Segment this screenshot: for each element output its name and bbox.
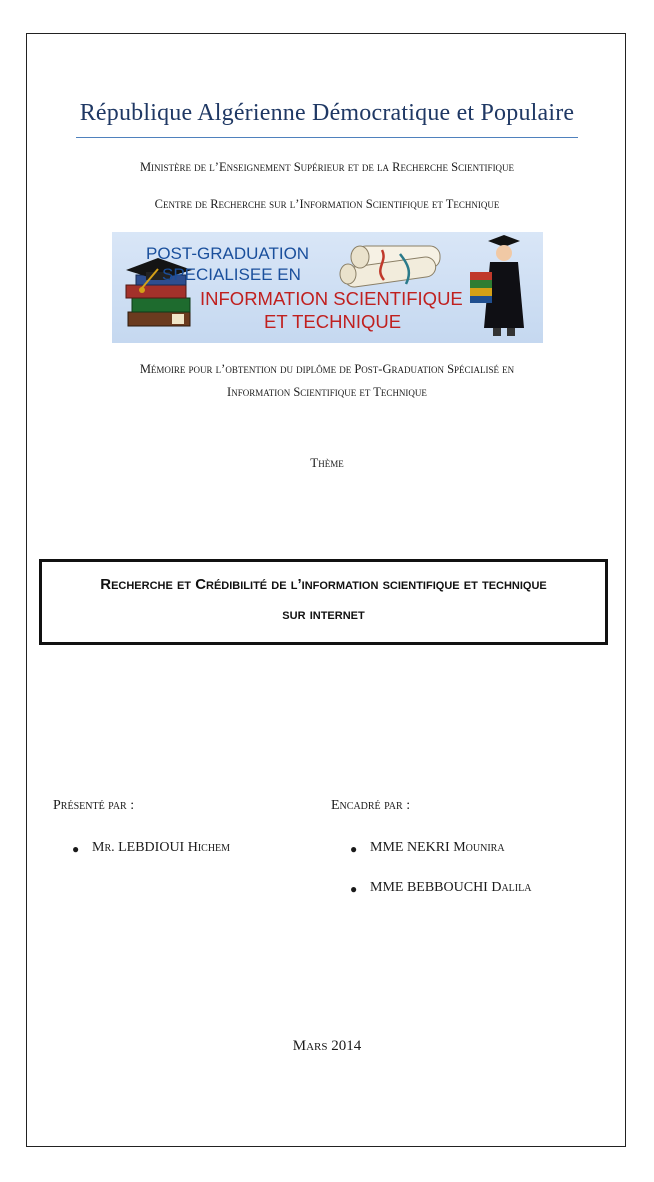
banner-line-4: ET TECHNIQUE — [264, 311, 402, 332]
theme-label: Thème — [310, 455, 344, 470]
bullet-icon: ● — [350, 842, 358, 856]
research-center-line: Centre de Recherche sur l’Information Scientifique et Technique — [154, 197, 500, 211]
bullet-icon: ● — [72, 842, 80, 856]
bullet-icon: ● — [350, 882, 358, 896]
supervisor-name-1: MME NEKRI Mounira — [370, 840, 505, 855]
date-line: Mars 2014 — [292, 1038, 362, 1054]
banner-line-1: POST-GRADUATION — [146, 244, 310, 263]
supervisor-name-2: MME BEBBOUCHI Dalila — [370, 880, 532, 895]
presented-by-label: Présenté par : — [53, 798, 135, 813]
banner-line-2: SPECIALISEE EN — [162, 265, 301, 284]
banner-line-3: INFORMATION SCIENTIFIQUE — [200, 288, 463, 309]
program-banner — [112, 232, 543, 343]
diploma-scroll-icon — [340, 246, 440, 288]
memoire-line-2: Information Scientifique et Technique — [227, 385, 427, 399]
presenter-name: Mr. LEBDIOUI Hichem — [92, 840, 231, 855]
thesis-title-line-2: sur internet — [282, 606, 365, 623]
memoire-line-1: Mémoire pour l’obtention du diplôme de Post-Graduation Spécialisé en — [139, 362, 515, 376]
thesis-title-line-1: Recherche et Crédibilité de l’information scientifique et technique — [100, 576, 547, 593]
ministry-line: Ministère de l’Enseignement Supérieur et de la Recherche Scientifique — [139, 160, 515, 174]
graduate-student-icon — [470, 235, 524, 336]
heading-underline — [76, 137, 578, 138]
supervised-by-label: Encadré par : — [331, 798, 411, 813]
thesis-title-box — [39, 559, 608, 645]
republic-heading: République Algérienne Démocratique et Populaire — [79, 100, 575, 126]
